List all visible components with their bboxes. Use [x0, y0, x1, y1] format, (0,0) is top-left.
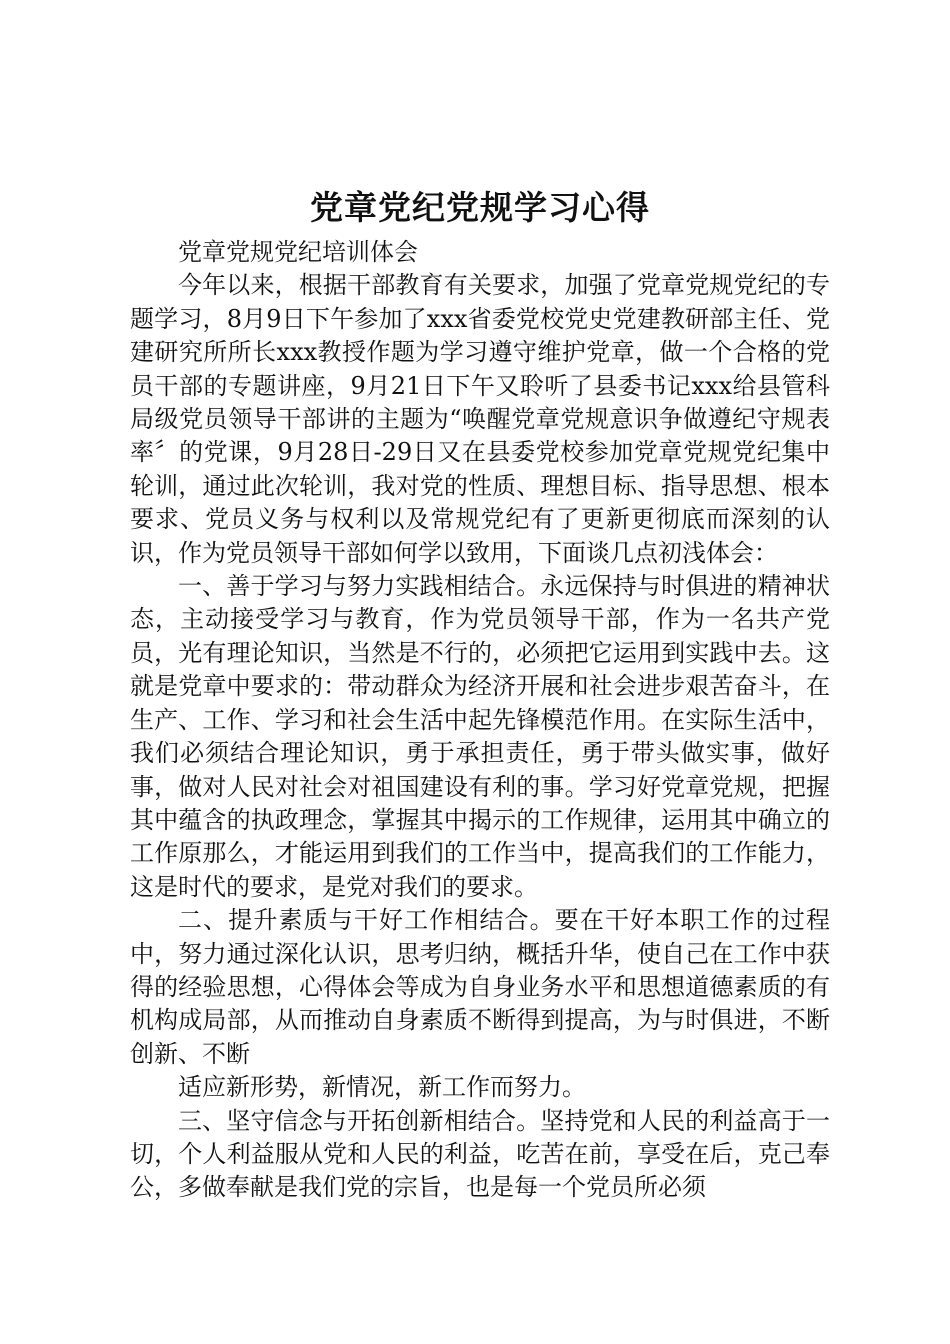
paragraph-intro: 今年以来，根据干部教育有关要求，加强了党章党规党纪的专题学习，8月9日下午参加了xxx省委党校党史党建教研部主任、党建研究所所长xxx教授作题为学习遵守维护党章，做一个合格的党员干部的专题讲座，9月21日下午又聆听了县委书记xxx给县管科局级党员领导干部讲的主题为“唤醒党章党规意识争做遵纪守规表率〞的党课，9月28日-29日又在县委党校参加党章党规党纪集中轮训，通过此次轮训，我对党的性质、理想目标、指导思想、根本要求、党员义务与权利以及常规党纪有了更新更彻底而深刻的认识，作为党员领导干部如何学以致用，下面谈几点初浅体会： [130, 271, 830, 567]
document-body [130, 236, 830, 1205]
paragraph-subtitle: 党章党规党纪培训体会 [178, 238, 418, 266]
paragraph-point-two-continued: 适应新形势，新情况，新工作而努力。 [178, 1073, 586, 1102]
paragraph-point-three: 三、坚守信念与开拓创新相结合。坚持党和人民的利益高于一切，个人利益服从党和人民的利益，吃苦在前，享受在后，克己奉公，多做奉献是我们党的宗旨，也是每一个党员所必须 [130, 1106, 830, 1202]
paragraph-point-two: 二、提升素质与干好工作相结合。要在干好本职工作的过程中，努力通过深化认识，思考归纳，概括升华，使自己在工作中获得的经验思想，心得体会等成为自身业务水平和思想道德素质的有机构成局部，从而推动自身素质不断得到提高，为与时俱进，不断创新、不断 [130, 906, 830, 1068]
document-title: 党章党纪党规学习心得 [310, 188, 650, 227]
paragraph-point-one: 一、善于学习与努力实践相结合。永远保持与时俱进的精神状态，主动接受学习与教育，作为党员领导干部，作为一名共产党员，光有理论知识，当然是不行的，必须把它运用到实践中去。这就是党章中要求的：带动群众为经济开展和社会进步艰苦奋斗，在生产、工作、学习和社会生活中起先锋模范作用。在实际生活中，我们必须结合理论知识，勇于承担责任，勇于带头做实事，做好事，做对人民对社会对祖国建设有利的事。学习好党章党规，把握其中蕴含的执政理念，掌握其中揭示的工作规律，运用其中确立的工作原那么，才能运用到我们的工作当中，提高我们的工作能力，这是时代的要求，是党对我们的要求。 [130, 572, 830, 901]
